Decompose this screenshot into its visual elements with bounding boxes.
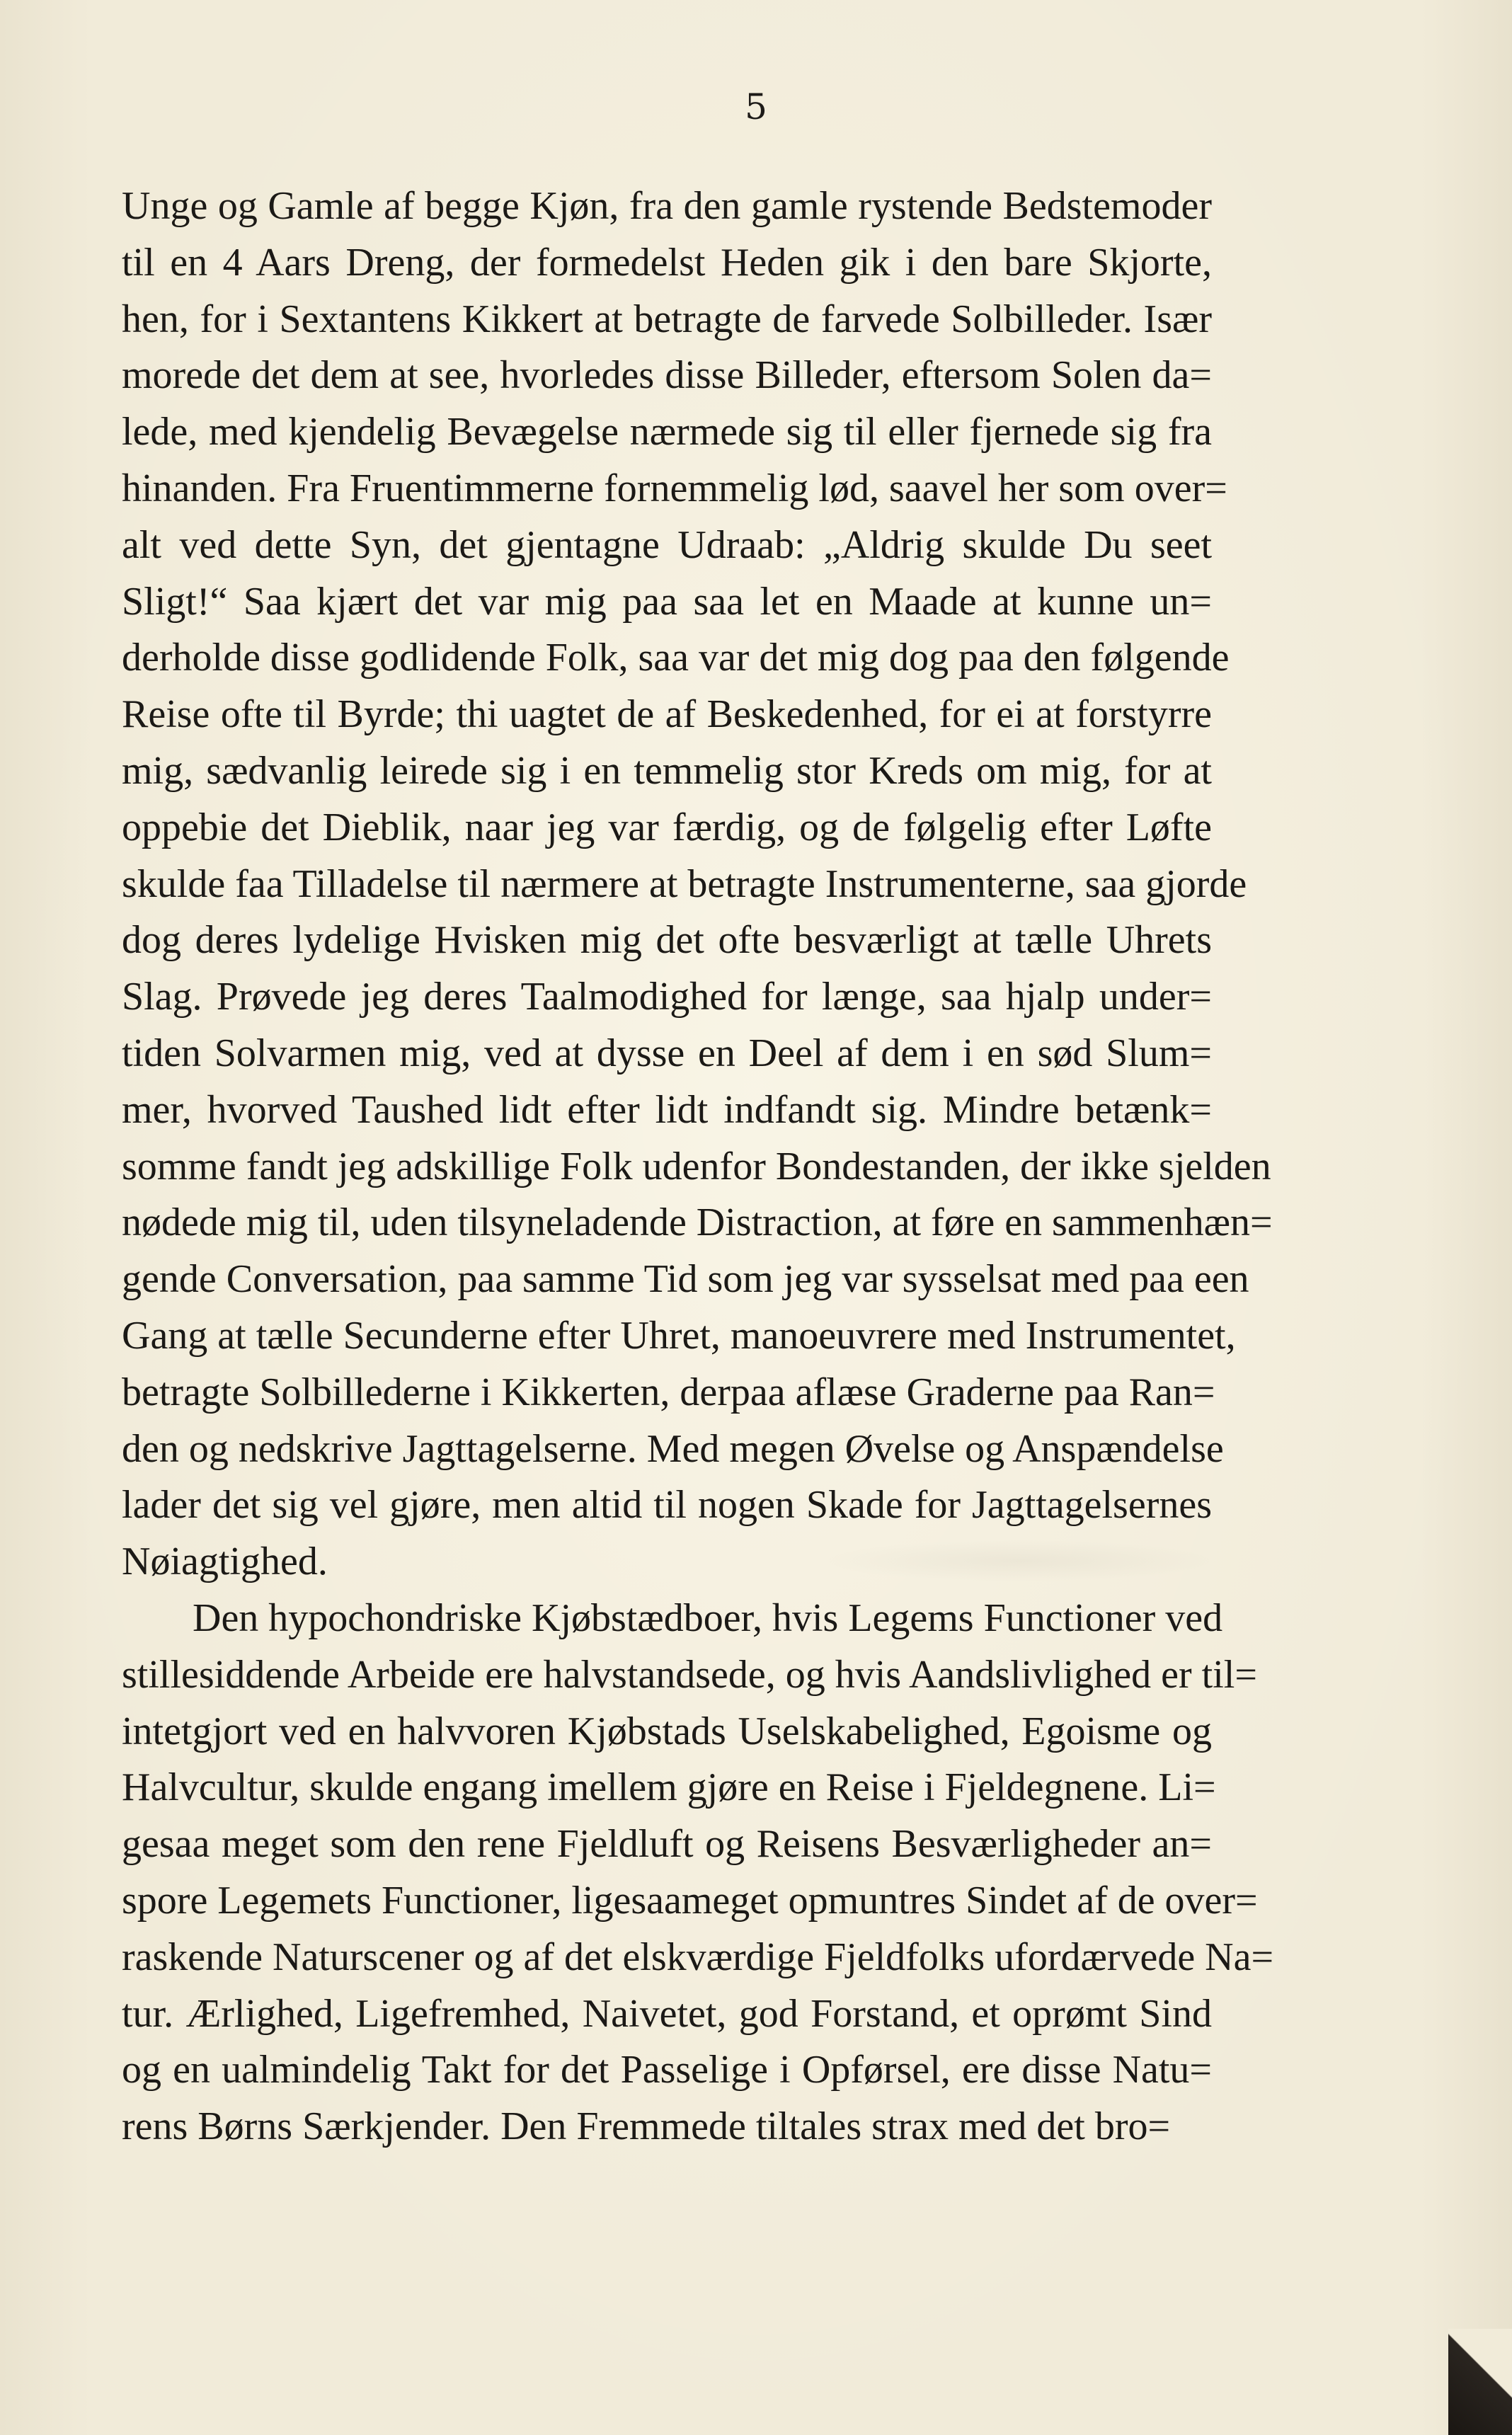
- text-line: tiden Solvarmen mig, ved at dysse en Deel af dem i en sød Slum=: [122, 1031, 1212, 1075]
- text-line: Slag. Prøvede jeg deres Taalmodighed for længe, saa hjalp under=: [122, 975, 1212, 1019]
- page-number: 5: [745, 86, 767, 127]
- text-line: mig, sædvanlig leirede sig i en temmelig stor Kreds om mig, for at: [122, 748, 1212, 793]
- text-line: betragte Solbillederne i Kikkerten, derpaa aflæse Graderne paa Ran=: [122, 1370, 1215, 1414]
- text-line: gende Conversation, paa samme Tid som jeg var sysselsat med paa een: [122, 1257, 1249, 1302]
- text-line: til en 4 Aars Dreng, der formedelst Heden gik i den bare Skjorte,: [122, 240, 1212, 285]
- text-line: oppebie det Dieblik, naar jeg var færdig, og de følgelig efter Løfte: [122, 805, 1212, 849]
- text-line: stillesiddende Arbeide ere halvstandsede, og hvis Aandslivlighed er til=: [122, 1652, 1257, 1697]
- text-line: dog deres lydelige Hvisken mig det ofte besværligt at tælle Uhrets: [122, 918, 1212, 963]
- text-line: nødede mig til, uden tilsyneladende Distraction, at føre en sammenhæn=: [122, 1201, 1273, 1245]
- text-line: morede det dem at see, hvorledes disse Billeder, eftersom Solen da=: [122, 353, 1212, 398]
- text-line: intetgjort ved en halvvoren Kjøbstads Uselskabelighed, Egoisme og: [122, 1709, 1212, 1753]
- text-line: og en ualmindelig Takt for det Passelige i Opførsel, ere disse Natu=: [122, 2048, 1212, 2092]
- text-line: rens Børns Særkjender. Den Fremmede tiltales strax med det bro=: [122, 2104, 1171, 2149]
- text-line: tur. Ærlighed, Ligefremhed, Naivetet, god Forstand, et oprømt Sind: [122, 1991, 1212, 2036]
- page-corner-curl: [1448, 2329, 1512, 2435]
- text-line: lader det sig vel gjøre, men altid til nogen Skade for Jagttagelsernes: [122, 1483, 1212, 1528]
- text-line: Reise ofte til Byrde; thi uagtet de af Beskedenhed, for ei at forstyrre: [122, 692, 1212, 737]
- text-line: Gang at tælle Secunderne efter Uhret, manoeuvrere med Instrumentet,: [122, 1313, 1236, 1358]
- text-line: mer, hvorved Taushed lidt efter lidt indfandt sig. Mindre betænk=: [122, 1087, 1212, 1132]
- text-line: skulde faa Tilladelse til nærmere at betragte Instrumenterne, saa gjorde: [122, 861, 1247, 906]
- text-line: den og nedskrive Jagttagelserne. Med megen Øvelse og Anspændelse: [122, 1426, 1224, 1471]
- text-line: Sligt!“ Saa kjært det var mig paa saa let en Maade at kunne un=: [122, 579, 1212, 624]
- text-line: derholde disse godlidende Folk, saa var det mig dog paa den følgende: [122, 636, 1230, 680]
- text-line: alt ved dette Syn, det gjentagne Udraab: „Aldrig skulde Du seet: [122, 522, 1212, 567]
- text-line: Unge og Gamle af begge Kjøn, fra den gamle rystende Bedstemoder: [122, 184, 1212, 228]
- text-line: hinanden. Fra Fruentimmerne fornemmelig lød, saavel her som over=: [122, 466, 1227, 510]
- text-line: somme fandt jeg adskillige Folk udenfor Bondestanden, der ikke sjelden: [122, 1144, 1271, 1188]
- text-line: gesaa meget som den rene Fjeldluft og Reisens Besværligheder an=: [122, 1822, 1212, 1867]
- text-line: spore Legemets Functioner, ligesaameget opmuntres Sindet af de over=: [122, 1878, 1258, 1923]
- paragraph: [122, 1591, 1274, 2155]
- text-line: raskende Naturscener og af det elskværdige Fjeldfolks ufordærvede Na=: [122, 1935, 1274, 1979]
- body-text: [122, 178, 1274, 2155]
- paragraph: [122, 178, 1273, 1591]
- text-line: lede, med kjendelig Bevægelse nærmede sig til eller fjernede sig fra: [122, 410, 1212, 454]
- text-line: hen, for i Sextantens Kikkert at betragte de farvede Solbilleder. Især: [122, 297, 1212, 341]
- text-line: Halvcultur, skulde engang imellem gjøre en Reise i Fjeldegnene. Li=: [122, 1765, 1216, 1810]
- text-line: Nøiagtighed.: [122, 1540, 328, 1584]
- text-line: Den hypochondriske Kjøbstædboer, hvis Legems Functioner ved: [193, 1595, 1223, 1640]
